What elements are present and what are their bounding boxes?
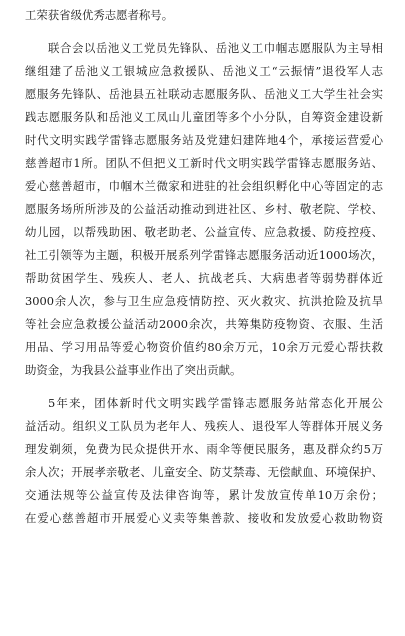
text-line: 理发剃须，免费为民众提供开水、雨伞等便民服务，惠及群众约5万 <box>25 442 383 456</box>
text-line: 联合会以岳池义工党员先锋队、岳池义工巾帼志愿服队为主导相 <box>48 41 383 55</box>
text-line: 工荣获省级优秀志愿者称号。 <box>25 8 174 22</box>
text-line: 幼儿园，以帮残助困、敬老助老、公益宣传、应急救援、防疫控疫、 <box>25 225 383 239</box>
text-line: 慈善超市1所。团队不但把义工新时代文明实践学雷锋志愿服务站、 <box>25 156 383 170</box>
text-line: 3000余人次，参与卫生应急疫情防控、灭火救灾、抗洪抢险及抗旱 <box>25 294 383 308</box>
text-line: 等社会应急救援公益活动2000余次，共筹集防疫物资、衣服、生活 <box>25 317 383 331</box>
text-line: 助资金，为我县公益事业作出了突出贡献。 <box>25 363 242 377</box>
text-line: 帮助贫困学生、残疾人、老人、抗战老兵、大病患者等弱势群体近 <box>25 271 383 285</box>
text-line: 爱心慈善超市，巾帼木兰微家和进驻的社会组织孵化中心等固定的志 <box>25 179 383 193</box>
text-line: 益活动。组织义工队员为老年人、残疾人、退役军人等群体开展义务 <box>25 419 383 433</box>
text-line: 时代文明实践学雷锋志愿服务站及党建妇建阵地4个，承接运营爱心 <box>25 133 383 147</box>
text-line: 5年来，团体新时代文明实践学雷锋志愿服务站常态化开展公 <box>48 396 383 410</box>
text-line: 交通法规等公益宣传及法律咨询等，累计发放宣传单10万余份； <box>25 488 383 502</box>
text-line: 社工引领等为主题，积极开展系列学雷锋志愿服务活动近1000场次， <box>25 248 383 262</box>
text-line: 愿服务先锋队、岳池县五社联动志愿服务队、岳池义工大学生社会实 <box>25 87 383 101</box>
text-line: 在爱心慈善超市开展爱心义卖等集善款、接收和发放爱心救助物资 <box>25 511 383 525</box>
text-line: 用品、学习用品等爱心物资价值约80余万元，10余万元爱心帮扶救 <box>25 340 383 354</box>
text-line: 余人次；开展孝亲敬老、儿童安全、防艾禁毒、无偿献血、环境保护、 <box>25 465 383 479</box>
text-line: 愿服务场所所涉及的公益活动推动到进社区、乡村、敬老院、学校、 <box>25 202 383 216</box>
text-line: 继组建了岳池义工银城应急救援队、岳池义工“云振情”退役军人志 <box>25 64 383 78</box>
text-line: 践志愿服务队和岳池义工凤山儿童团等多个小分队，自筹资金建设新 <box>25 110 383 124</box>
